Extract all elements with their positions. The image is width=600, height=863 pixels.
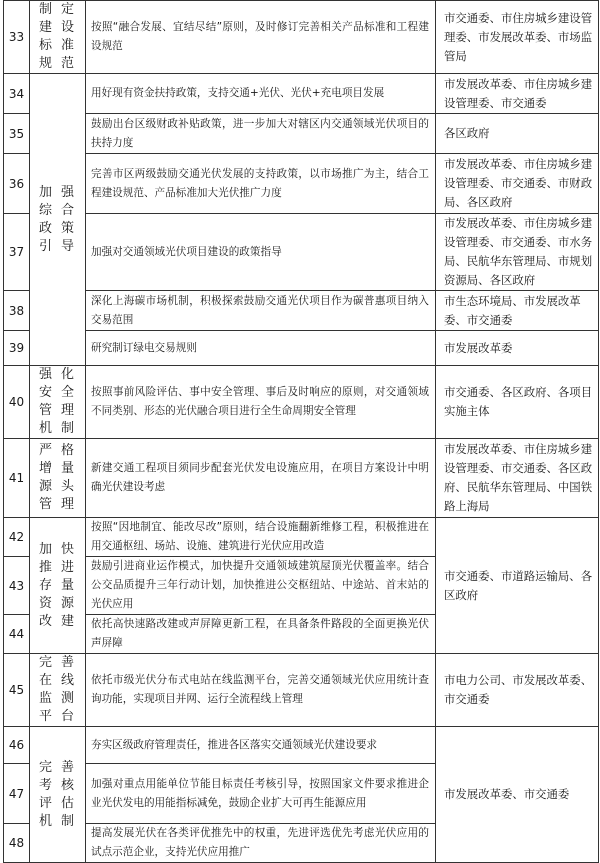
- table-row: [4, 366, 599, 439]
- department-cell: 市发展改革委: [436, 331, 599, 366]
- row-number: 39: [4, 331, 30, 366]
- row-number: 42: [4, 518, 30, 557]
- department-cell: 市电力公司、市发展改革委、市交通委: [436, 654, 599, 727]
- department-cell: 各区政府: [436, 114, 599, 154]
- row-number: 34: [4, 74, 30, 114]
- department-cell: 市发展改革委、市住房城乡建设管理委、市交通委: [436, 74, 599, 114]
- measure-cell: 鼓励出台区级财政补贴政策，进一步加大对辖区内交通领域光伏项目的扶持力度: [86, 114, 436, 154]
- table-row: [4, 727, 599, 764]
- measure-cell: 新建交通工程项目须同步配套光伏发电设施应用，在项目方案设计中明确光伏建设考虑: [86, 439, 436, 518]
- measure-cell: 依托高快速路改建或声屏障更新工程，在具备条件路段的全面更换光伏声屏障: [86, 615, 436, 654]
- measure-cell: 依托市级光伏分布式电站在线监测平台，完善交通领域光伏应用统计查询功能，实现项目并网、运行全流程线上管理: [86, 654, 436, 727]
- table-row: [4, 114, 599, 154]
- row-number: 36: [4, 154, 30, 214]
- row-number: 33: [4, 1, 30, 74]
- table-row: [4, 291, 599, 331]
- row-number: 47: [4, 764, 30, 824]
- row-number: 41: [4, 439, 30, 518]
- category-text: 制定建设标准规范: [39, 2, 76, 71]
- category-cell: [30, 727, 86, 863]
- department-cell: 市发展改革委、市交通委: [436, 727, 599, 863]
- category-text: 严格增量源头管理: [39, 443, 76, 512]
- task-table: [3, 0, 599, 863]
- category-text: 强化安全管理机制: [39, 367, 76, 436]
- row-number: 44: [4, 615, 30, 654]
- category-text: 加快推进存量资源改建: [39, 541, 76, 629]
- measure-cell: 用好现有资金扶持政策，支持交通+光伏、光伏+充电项目发展: [86, 74, 436, 114]
- measure-cell: 加强对重点用能单位节能目标责任考核引导，按照国家文件要求推进企业光伏发电的用能指标减免，鼓励企业扩大可再生能源应用: [86, 764, 436, 824]
- category-cell: [30, 654, 86, 727]
- category-cell: [30, 74, 86, 366]
- table-row: [4, 331, 599, 366]
- measure-cell: 提高发展光伏在各类评优推先中的权重，先进评选优先考虑光伏应用的试点示范企业，支持光伏应用推广: [86, 824, 436, 863]
- table-row: [4, 214, 599, 291]
- department-cell: 市发展改革委、市住房城乡建设管理委、市交通委、市水务局、民航华东管理局、市规划资源局、各区政府: [436, 214, 599, 291]
- table-row: [4, 1, 599, 74]
- measure-cell: 深化上海碳市场机制，积极探索鼓励交通光伏项目作为碳普惠项目纳入交易范围: [86, 291, 436, 331]
- measure-cell: 研究制订绿电交易规则: [86, 331, 436, 366]
- table-row: [4, 439, 599, 518]
- table-row: [4, 518, 599, 557]
- category-text: 加强综合政策引导: [39, 184, 76, 254]
- row-number: 45: [4, 654, 30, 727]
- row-number: 35: [4, 114, 30, 154]
- department-cell: 市发展改革委、市住房城乡建设管理委、市交通委、各区政府、民航华东管理局、中国铁路上海局: [436, 439, 599, 518]
- table-row: [4, 654, 599, 727]
- table-row: [4, 154, 599, 214]
- category-cell: [30, 439, 86, 518]
- measure-cell: 夯实区级政府管理责任，推进各区落实交通领域光伏建设要求: [86, 727, 436, 764]
- department-cell: 市交通委、市道路运输局、各区政府: [436, 518, 599, 654]
- table-row: [4, 74, 599, 114]
- measure-cell: 加强对交通领域光伏项目建设的政策指导: [86, 214, 436, 291]
- category-cell: [30, 366, 86, 439]
- measure-cell: 按照事前风险评估、事中安全管理、事后及时响应的原则，对交通领域不同类别、形态的光伏融合项目进行全生命周期安全管理: [86, 366, 436, 439]
- row-number: 43: [4, 557, 30, 615]
- department-cell: 市发展改革委、市住房城乡建设管理委、市交通委、市财政局、各区政府: [436, 154, 599, 214]
- category-cell: [30, 1, 86, 74]
- row-number: 48: [4, 824, 30, 863]
- row-number: 37: [4, 214, 30, 291]
- category-cell: [30, 518, 86, 654]
- measure-cell: 鼓励引进商业运作模式，加快提升交通领域建筑屋顶光伏覆盖率。结合公交品质提升三年行动计划，加快推进公交枢纽站、中途站、首末站的光伏应用: [86, 557, 436, 615]
- department-cell: 市交通委、各区政府、各项目实施主体: [436, 366, 599, 439]
- row-number: 38: [4, 291, 30, 331]
- row-number: 40: [4, 366, 30, 439]
- measure-cell: 完善市区两级鼓励交通光伏发展的支持政策，以市场推广为主，结合工程建设规范、产品标准加大光伏推广力度: [86, 154, 436, 214]
- category-text: 完善考核评估机制: [39, 759, 76, 829]
- row-number: 46: [4, 727, 30, 764]
- category-text: 完善在线监测平台: [39, 655, 76, 724]
- measure-cell: 按照“因地制宜、能改尽改”原则，结合设施翻新维修工程，积极推进在用交通枢纽、场站、设施、建筑进行光伏应用改造: [86, 518, 436, 557]
- measure-cell: 按照“融合发展、宜结尽结”原则，及时修订完善相关产品标准和工程建设规范: [86, 1, 436, 74]
- department-cell: 市交通委、市住房城乡建设管理委、市发展改革委、市场监管局: [436, 1, 599, 74]
- department-cell: 市生态环境局、市发展改革委、市交通委: [436, 291, 599, 331]
